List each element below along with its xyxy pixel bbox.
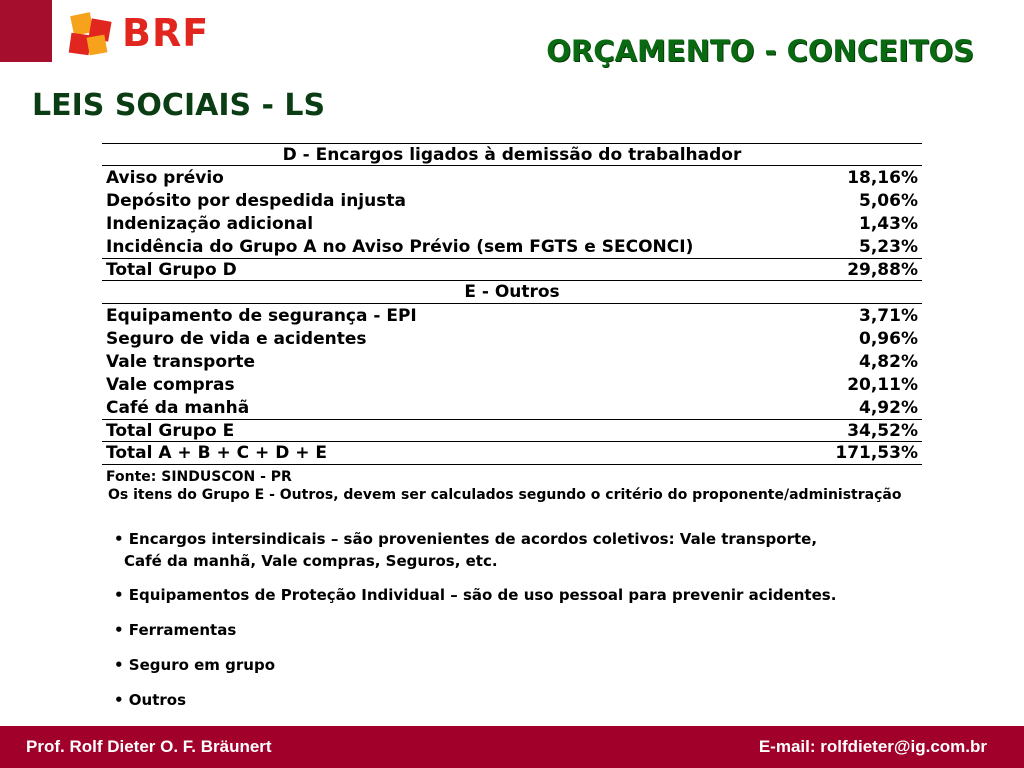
table-row: [102, 189, 922, 212]
corner-decoration: [0, 0, 52, 62]
table-row: [102, 327, 922, 350]
row-label: Vale compras: [106, 374, 235, 395]
group-d-header-text: D - Encargos ligados à demissão do trabalhador: [282, 144, 742, 165]
row-label: Incidência do Grupo A no Aviso Prévio (sem FGTS e SECONCI): [106, 236, 694, 257]
total-group-d-row: [102, 258, 922, 281]
bullet-text: • Ferramentas: [114, 621, 237, 639]
group-d-header: [102, 143, 922, 166]
row-label: Equipamento de segurança - EPI: [106, 305, 417, 326]
bullet-item-outros: [114, 689, 186, 711]
group-e-note: Os itens do Grupo E - Outros, devem ser calculados segundo o critério do proponente/administração: [108, 487, 902, 503]
row-value: 0,96%: [859, 328, 918, 349]
row-label: Seguro de vida e acidentes: [106, 328, 367, 349]
row-label: Total Grupo D: [106, 259, 237, 280]
row-label: Café da manhã: [106, 397, 250, 418]
footer-email: E-mail: rolfdieter@ig.com.br: [758, 737, 987, 756]
row-label: Indenização adicional: [106, 213, 314, 234]
row-label: Total A + B + C + D + E: [106, 443, 327, 463]
row-value: 4,82%: [859, 351, 918, 372]
bullet-text: • Outros: [114, 691, 187, 709]
table-row: [102, 235, 922, 258]
row-value: 20,11%: [847, 374, 918, 395]
brf-logo-text: BRF: [122, 11, 210, 55]
bullet-text: • Encargos intersindicais – são provenientes de acordos coletivos: Vale transporte,: [114, 530, 818, 548]
table-row: [102, 350, 922, 373]
row-label: Total Grupo E: [106, 420, 235, 441]
table-row: [102, 396, 922, 419]
page-subtitle: LEIS SOCIAIS - LS: [32, 88, 326, 123]
row-label: Aviso prévio: [106, 167, 224, 188]
row-value: 5,23%: [859, 236, 918, 257]
row-value: 171,53%: [835, 443, 918, 463]
bullet-item-encargos: [114, 528, 817, 572]
row-label: Vale transporte: [106, 351, 256, 372]
social-charges-table: [102, 143, 922, 465]
table-row: [102, 212, 922, 235]
row-value: 4,92%: [859, 397, 918, 418]
footer-author: Prof. Rolf Dieter O. F. Bräunert: [26, 737, 272, 756]
bullet-text: • Seguro em grupo: [114, 656, 276, 674]
row-value: 29,88%: [847, 259, 918, 280]
table-row: [102, 166, 922, 189]
bullet-item-seguro: [114, 654, 275, 676]
row-value: 34,52%: [847, 420, 918, 441]
row-value: 1,43%: [859, 213, 918, 234]
page-title: ORÇAMENTO - CONCEITOS: [546, 34, 974, 68]
table-row: [102, 373, 922, 396]
row-value: 5,06%: [859, 190, 918, 211]
brf-logo-icon: [66, 10, 118, 58]
group-e-header: [102, 281, 922, 304]
bullet-item-ferramentas: [114, 619, 236, 641]
row-value: 3,71%: [859, 305, 918, 326]
bullet-text: • Equipamentos de Proteção Individual – são de uso pessoal para prevenir acidentes.: [114, 586, 837, 604]
table-row: [102, 304, 922, 327]
grand-total-row: [102, 442, 922, 465]
footer-bar: [0, 726, 1024, 768]
bullet-text-continued: Café da manhã, Vale compras, Seguros, etc.: [124, 552, 498, 570]
row-label: Depósito por despedida injusta: [106, 190, 406, 211]
source-note: Fonte: SINDUSCON - PR: [106, 469, 292, 485]
brf-logo: [66, 10, 236, 58]
group-e-header-text: E - Outros: [464, 282, 560, 302]
total-group-e-row: [102, 419, 922, 442]
row-value: 18,16%: [847, 167, 918, 188]
bullet-item-epi: [114, 584, 836, 606]
